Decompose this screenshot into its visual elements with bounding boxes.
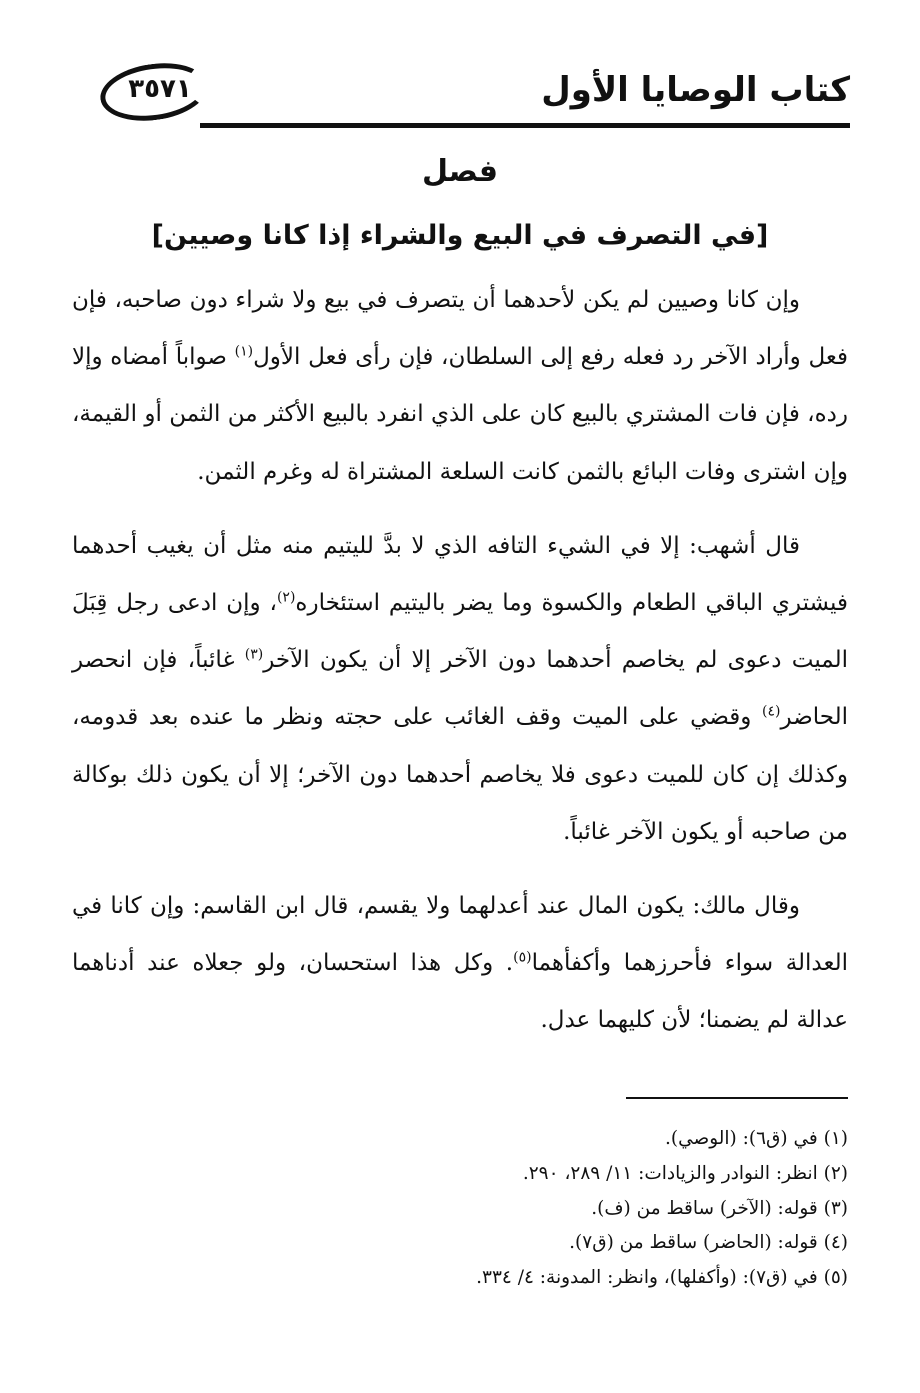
paragraph-1-text-b: صواباً أمضاه وإلا رده، فإن فات المشتري بالبيع كان على الذي انفرد بالبيع الأكثر من الثمن أو القيمة، وإن اشترى وفات البائع بالثمن كانت السلعة المشتراة له وغرم الثمن. <box>72 344 848 485</box>
body-text <box>72 272 848 1067</box>
paragraph-2-text-d: وقضي على الميت وقف الغائب على حجته ونظر ما عنده بعد قدومه، وكذلك إن كان للميت دعوى فلا يخاصم أحدهما دون الآخر؛ إلا أن يكون ذلك بوكالة من صاحبه أو يكون الآخر غائباً. <box>72 704 848 845</box>
paragraph-2-text-c: غائباً، فإن انحصر الحاضر <box>72 647 848 731</box>
book-title: كتاب الوصايا الأول <box>541 70 850 110</box>
footnote-4: (٤) قوله: (الحاضر) ساقط من (ق٧). <box>569 1232 848 1254</box>
footnote-ref-5: (٥) <box>513 949 532 966</box>
paragraph-3-text-a: وقال مالك: يكون المال عند أعدلهما ولا يقسم، قال ابن القاسم: وإن كانا في العدالة سواء فأحرزهما وأكفأهما <box>72 893 849 977</box>
footnote-ref-3: (٣) <box>244 646 264 663</box>
footnote-ref-1: (١) <box>234 343 254 360</box>
paragraph-2-text-b: ، وإن ادعى رجل قِبَلَ الميت دعوى لم يخاصم أحدهما دون الآخر إلا أن يكون الآخر <box>72 590 848 674</box>
footnote-ref-2: (٢) <box>276 589 296 606</box>
footnote-5: (٥) في (ق٧): (وأكفلها)، وانظر: المدونة: ٤/ ٣٣٤. <box>476 1267 848 1289</box>
footnote-1: (١) في (ق٦): (الوصي). <box>664 1128 848 1149</box>
paragraph-2 <box>72 518 848 861</box>
section-title: فصل <box>422 154 498 189</box>
footnote-2: (٢) انظر: النوادر والزيادات: ١١/ ٢٨٩، ٢٩٠. <box>522 1162 848 1184</box>
paragraph-3 <box>72 878 848 1050</box>
paragraph-2-text-a: قال أشهب: إلا في الشيء التافه الذي لا بدَّ لليتيم منه مثل أن يغيب أحدهما فيشتري الباقي الطعام والكسوة وما يضر باليتيم استئخاره <box>72 532 848 617</box>
header-rule <box>200 123 850 128</box>
paragraph-1 <box>72 272 848 501</box>
footnote-separator <box>626 1097 848 1099</box>
running-header <box>100 58 850 128</box>
footnote-3: (٣) قوله: (الآخر) ساقط من (ف). <box>591 1197 848 1219</box>
page-number: ٣٥٧١ <box>128 74 192 104</box>
paragraph-1-text-a: وإن كانا وصيين لم يكن لأحدهما أن يتصرف في بيع ولا شراء دون صاحبه، فإن فعل وأراد الآخر رد فعله رفع إلى السلطان، فإن رأى فعل الأول <box>72 287 848 371</box>
paragraph-3-text-b: . وكل هذا استحسان، ولو جعلاه عند أدناهما عدالة لم يضمنا؛ لأن كليهما عدل. <box>72 950 848 1034</box>
footnotes <box>72 1122 848 1296</box>
footnote-ref-4: (٤) <box>762 703 781 720</box>
section-subtitle: [في التصرف في البيع والشراء إذا كانا وصيين] <box>151 220 769 251</box>
